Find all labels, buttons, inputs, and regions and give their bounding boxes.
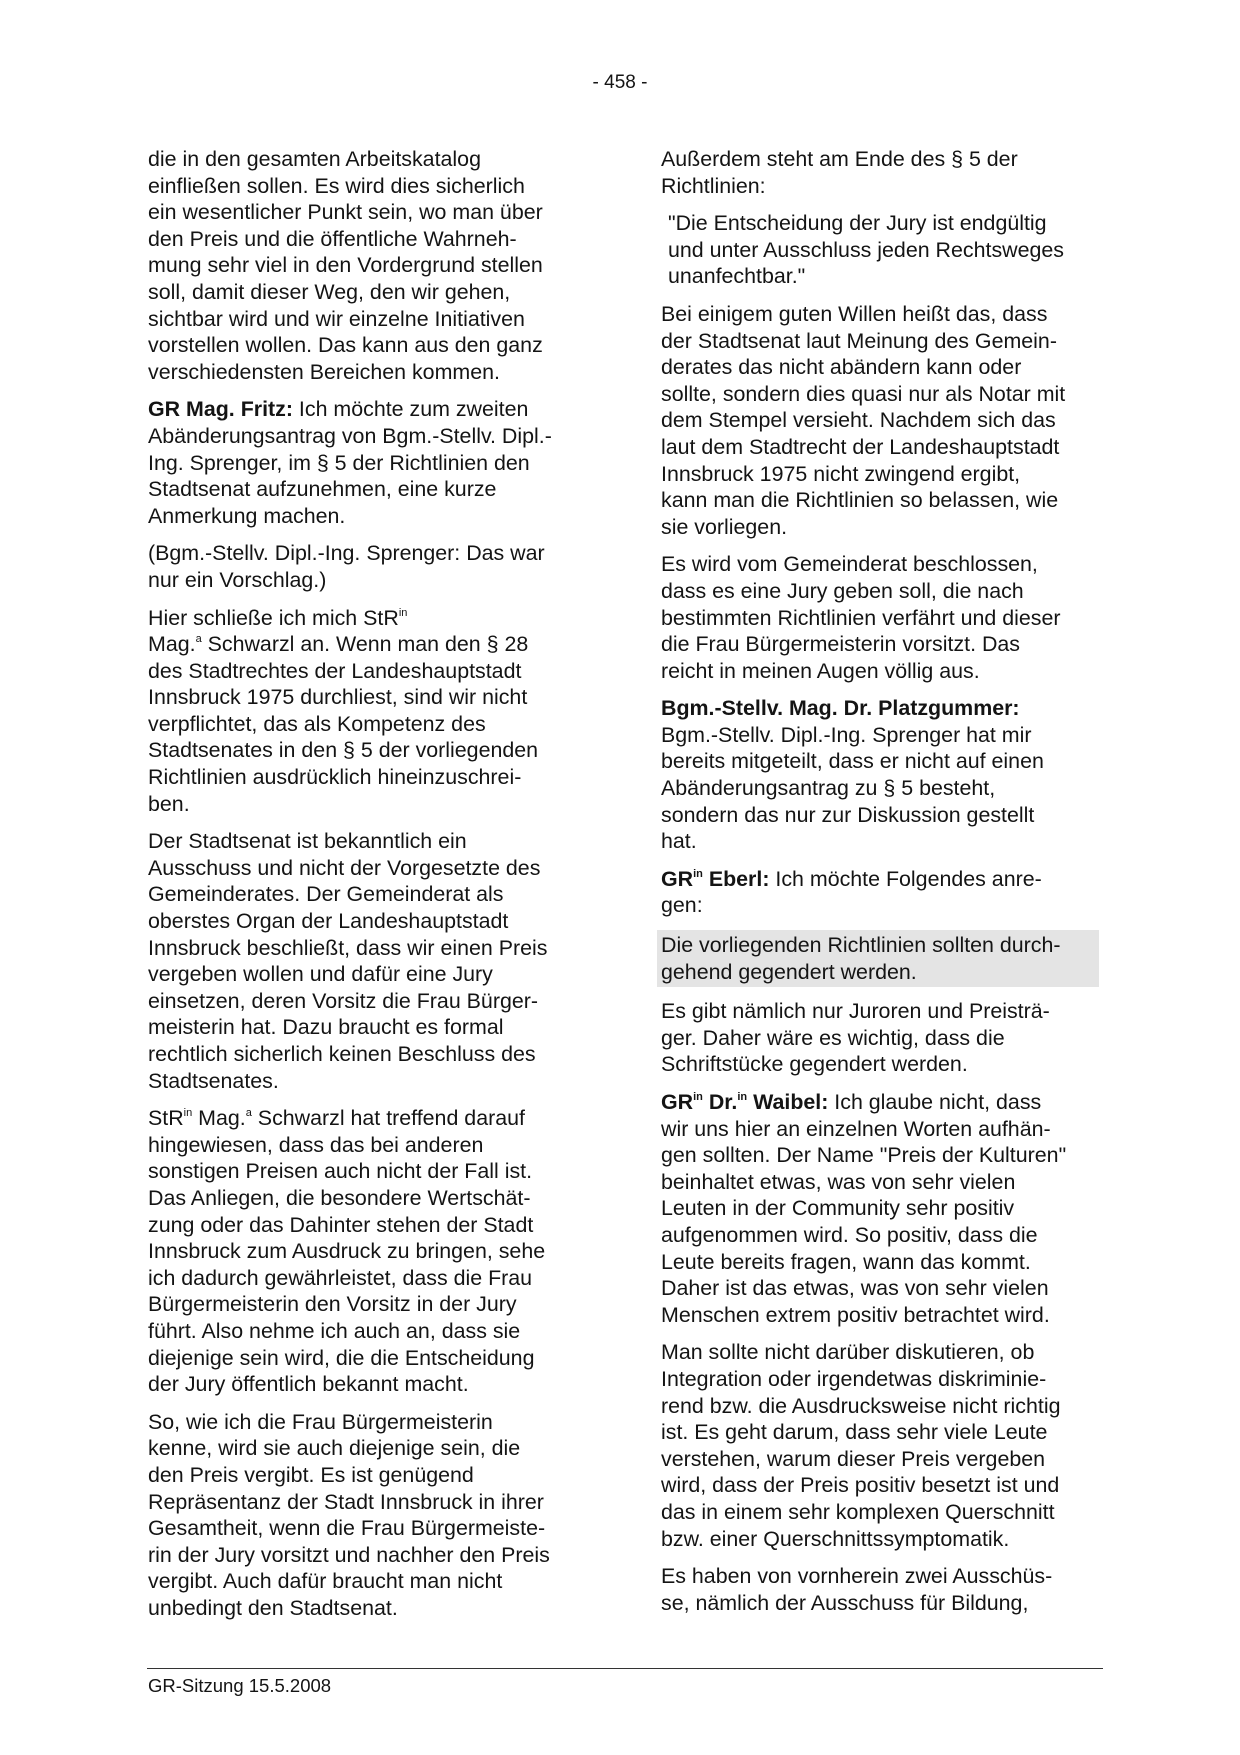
paragraph: Man sollte nicht darüber diskutieren, ob Integration oder irgendetwas diskriminie- rend bzw. die Ausdrucksweise nicht richtig ist. Es geht darum, dass sehr viele Leute verstehen, warum dieser Preis vergeben wird, dass der Preis positiv besetzt ist und das in einem sehr komplexen Querschnitt bzw. einer Querschnittssymptomatik. [661, 1340, 1061, 1551]
text-segment: Mag. [192, 1106, 246, 1131]
superscript: in [737, 1091, 748, 1103]
superscript: a [195, 633, 202, 646]
text-segment: GR [661, 1090, 694, 1114]
speaker-name [661, 1090, 828, 1114]
paragraph [148, 1105, 590, 1398]
paragraph [148, 605, 590, 818]
superscript: in [183, 1107, 193, 1120]
quote-paragraph: "Die Entscheidung der Jury ist endgültig und unter Ausschluss jeden Rechtsweges unanfechtbar." [668, 211, 1064, 289]
superscript: in [398, 606, 408, 619]
right-column [661, 146, 1103, 1627]
speech-paragraph [661, 695, 1103, 855]
paragraph: Außerdem steht am Ende des § 5 der Richtlinien: [661, 147, 1018, 198]
page-number: - 458 - [592, 72, 648, 93]
text-segment: Eberl: [702, 866, 770, 891]
interjection: (Bgm.-Stellv. Dipl.-Ing. Sprenger: Das war nur ein Vorschlag.) [148, 541, 545, 592]
text-segment: Dr. [702, 1090, 738, 1114]
text-segment: Schwarzl an. Wenn man den § 28 des Stadtrechtes der Landeshauptstadt Innsbruck 1975 durchliest, sind wir nicht verpflichtet, das als Kompetenz des Stadtsenates in den § 5 der vorliegenden Richtlinien ausdrücklich hineinzuschrei- ben. [148, 632, 539, 816]
text-segment: Waibel: [747, 1090, 829, 1114]
paragraph: So, wie ich die Frau Bürgermeisterin kenne, wird sie auch diejenige sein, die den Preis vergibt. Es ist genügend Repräsentanz der Stadt Innsbruck in ihrer Gesamtheit, wenn die Frau Bürgermeiste- rin der Jury vorsitzt und nachher den Preis vergibt. Auch dafür braucht man nicht unbedingt den Stadtsenat. [148, 1409, 550, 1620]
paragraph: die in den gesamten Arbeitskatalog einfließen sollen. Es wird dies sicherlich ein wesentlicher Punkt sein, wo man über den Preis und die öffentliche Wahrneh- mung sehr viel in den Vordergrund stellen soll, damit dieser Weg, den wir gehen, sichtbar wird und wir einzelne Initiativen vorstellen wollen. Das kann aus den ganz verschiedensten Bereichen kommen. [148, 147, 543, 384]
superscript: in [693, 867, 703, 880]
highlighted-motion: Die vorliegenden Richtlinien sollten durch- gehend gegendert werden. [657, 930, 1099, 987]
text-segment: StR [148, 1106, 184, 1131]
speech-text: Ich möchte Folgendes anre- gen: [661, 866, 1042, 918]
paragraph: Der Stadtsenat ist bekanntlich ein Ausschuss und nicht der Vorgesetzte des Gemeinderates. Der Gemeinderat als oberstes Organ der Landeshauptstadt Innsbruck beschließt, dass wir einen Preis vergeben wollen und dafür eine Jury einsetzen, deren Vorsitz die Frau Bürger- meisterin hat. Dazu braucht es formal rechtlich sicherlich keinen Beschluss des Stadtsenates. [148, 829, 548, 1093]
paragraph: Bei einigem guten Willen heißt das, dass der Stadtsenat laut Meinung des Gemein- derates das nicht abändern kann oder sollte, sondern dies quasi nur als Notar mit dem Stempel versieht. Nachdem sich das laut dem Stadtrecht der Landeshauptstadt Innsbruck 1975 nicht zwingend ergibt, kann man die Richtlinien so belassen, wie sie vorliegen. [661, 301, 1066, 539]
speech-paragraph [148, 396, 590, 529]
superscript: in [693, 1091, 703, 1103]
speaker-name [661, 867, 769, 891]
paragraph: Es gibt nämlich nur Juroren und Preisträ- ger. Daher wäre es wichtig, dass die Schriftstücke gegendert werden. [661, 999, 1050, 1077]
text-segment: Hier schließe ich mich StR [148, 605, 399, 630]
speech-text: Ich möchte zum zweiten Abänderungsantrag von Bgm.-Stellv. Dipl.- Ing. Sprenger, im § 5 der Richtlinien den Stadtsenat aufzunehmen, eine kurze Anmerkung machen. [148, 397, 552, 528]
footer-divider [147, 1668, 1103, 1669]
speaker-name: Bgm.-Stellv. Mag. Dr. Platzgummer: [661, 696, 1020, 721]
speech-text: Ich glaube nicht, dass wir uns hier an einzelnen Worten aufhän- gen sollten. Der Name "Preis der Kulturen" beinhaltet etwas, was von sehr vielen Leuten in der Community sehr positiv aufgenommen wird. So positiv, dass die Leute bereits fragen, wann das kommt. Daher ist das etwas, was von sehr vielen Menschen extrem positiv betrachtet wird. [661, 1090, 1067, 1327]
text-segment: Schwarzl hat treffend darauf hingewiesen, dass das bei anderen sonstigen Preisen auch nicht der Fall ist. Das Anliegen, die besondere Wertschät- zung oder das Dahinter stehen der Stadt Innsbruck zum Ausdruck zu bringen, sehe ich dadurch gewährleistet, dass die Frau Bürgermeisterin den Vorsitz in der Jury führt. Also nehme ich auch an, dass sie diejenige sein wird, die die Entscheidung der Jury öffentlich bekannt macht. [148, 1106, 546, 1397]
superscript: a [245, 1107, 252, 1120]
left-column [148, 146, 590, 1632]
footer-session-label: GR-Sitzung 15.5.2008 [148, 1675, 332, 1696]
text-segment: Mag. [148, 632, 196, 657]
paragraph: Es wird vom Gemeinderat beschlossen, dass es eine Jury geben soll, die nach bestimmten Richtlinien verfährt und dieser die Frau Bürgermeisterin vorsitzt. Das reicht in meinen Augen völlig aus. [661, 552, 1061, 683]
text-segment: GR [661, 866, 694, 891]
speaker-name: GR Mag. Fritz: [148, 397, 293, 422]
paragraph: Es haben von vornherein zwei Ausschüs- se, nämlich der Ausschuss für Bildung, [661, 1564, 1053, 1615]
speech-paragraph [661, 866, 1103, 919]
speech-text: Bgm.-Stellv. Dipl.-Ing. Sprenger hat mir bereits mitgeteilt, dass er nicht auf einen Abänderungsantrag zu § 5 besteht, sondern das nur zur Diskussion gestellt hat. [661, 722, 1044, 854]
speech-paragraph [661, 1089, 1103, 1328]
